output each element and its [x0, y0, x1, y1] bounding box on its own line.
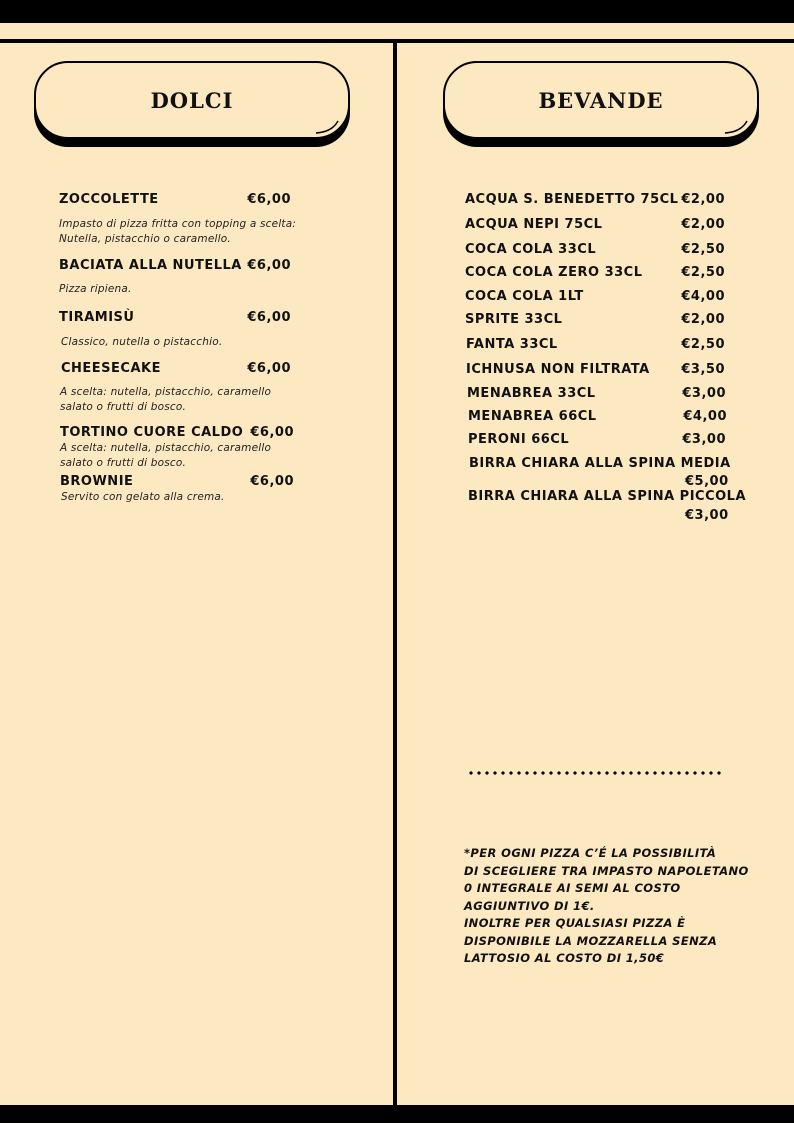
drink-name: COCA COLA 1LT	[465, 289, 584, 304]
dolci-item	[61, 361, 291, 376]
drink-price: €2,50	[681, 265, 725, 280]
drink-name: PERONI 66CL	[468, 432, 570, 447]
drink-item	[468, 409, 727, 424]
drink-name: BIRRA CHIARA ALLA SPINA PICCOLA	[468, 489, 747, 504]
dotted-separator	[467, 770, 721, 776]
drink-item	[465, 242, 725, 257]
item-price: €6,00	[247, 258, 291, 273]
drink-item	[465, 265, 725, 280]
item-description: A scelta: nutella, pistacchio, caramello salato o frutti di bosco.	[60, 442, 272, 469]
drink-price: €3,50	[681, 362, 725, 377]
drink-price: €3,00	[682, 386, 726, 401]
dolci-item	[59, 258, 291, 273]
top-black-bar	[0, 0, 794, 23]
item-price: €6,00	[247, 192, 291, 207]
item-description: Classico, nutella o pistacchio.	[61, 336, 223, 348]
drink-name: ACQUA NEPI 75CL	[465, 217, 603, 232]
drink-price: €4,00	[681, 289, 725, 304]
item-name: TORTINO CUORE CALDO	[60, 425, 244, 440]
drink-name: FANTA 33CL	[466, 337, 558, 352]
drink-name: MENABREA 33CL	[467, 386, 596, 401]
drink-item	[465, 217, 725, 232]
drink-price: €2,00	[681, 217, 725, 232]
drink-item	[468, 432, 726, 447]
item-description: Impasto di pizza fritta con topping a scelta: Nutella, pistacchio o caramello.	[59, 218, 297, 245]
drink-price: €2,00	[681, 192, 725, 207]
drink-item	[465, 289, 725, 304]
drink-item	[465, 192, 725, 207]
item-price: €6,00	[250, 425, 294, 440]
bevande-title: BEVANDE	[538, 87, 664, 113]
item-description: Servito con gelato alla crema.	[61, 491, 225, 503]
drink-price: €4,00	[683, 409, 727, 424]
drink-name: SPRITE 33CL	[465, 312, 563, 327]
item-price: €6,00	[247, 361, 291, 376]
drink-name: ICHNUSA NON FILTRATA	[466, 362, 650, 377]
pizza-note: *PER OGNI PIZZA C’É LA POSSIBILITÀ DI SCEGLIERE TRA IMPASTO NAPOLETANO 0 INTEGRALE AI SEMI AL COSTO AGGIUNTIVO DI 1€. INOLTRE PER QUALSIASI PIZZA È DISPONIBILE LA MOZZARELLA SENZA LATTOSIO AL COSTO DI 1,50€	[464, 846, 749, 965]
drink-item	[465, 312, 725, 327]
top-rule-line	[0, 39, 794, 43]
item-name: CHEESECAKE	[61, 361, 161, 376]
drink-price: €3,00	[682, 432, 726, 447]
banner-curl-decoration	[723, 119, 751, 135]
item-description: Pizza ripiena.	[59, 283, 132, 295]
item-name: BACIATA ALLA NUTELLA	[59, 258, 242, 273]
drink-price: €2,00	[681, 312, 725, 327]
drink-name: COCA COLA ZERO 33CL	[465, 265, 643, 280]
drink-name: COCA COLA 33CL	[465, 242, 597, 257]
banner-curl-decoration	[314, 119, 342, 135]
center-divider	[393, 39, 397, 1109]
bevande-banner	[443, 61, 759, 147]
drink-item	[466, 362, 725, 377]
item-name: BROWNIE	[60, 474, 134, 489]
bottom-black-bar	[0, 1105, 794, 1123]
item-price: €6,00	[250, 474, 294, 489]
dolci-item	[59, 192, 291, 207]
dolci-item	[59, 310, 291, 325]
drink-price: €2,50	[681, 337, 725, 352]
drink-price: €2,50	[681, 242, 725, 257]
item-name: ZOCCOLETTE	[59, 192, 159, 207]
drink-price: €5,00	[685, 474, 729, 489]
drink-name: ACQUA S. BENEDETTO 75CL	[465, 192, 679, 207]
drink-item	[466, 337, 725, 352]
dolci-title: DOLCI	[150, 87, 234, 113]
dolci-banner	[34, 61, 350, 147]
item-name: TIRAMISÙ	[59, 310, 135, 325]
item-price: €6,00	[247, 310, 291, 325]
drink-price: €3,00	[685, 508, 729, 523]
dolci-item	[60, 474, 294, 489]
drink-name: BIRRA CHIARA ALLA SPINA MEDIA	[469, 456, 731, 471]
drink-name: MENABREA 66CL	[468, 409, 597, 424]
drink-item	[467, 386, 726, 401]
item-description: A scelta: nutella, pistacchio, caramello salato o frutti di bosco.	[60, 386, 272, 413]
dolci-item	[60, 425, 294, 440]
